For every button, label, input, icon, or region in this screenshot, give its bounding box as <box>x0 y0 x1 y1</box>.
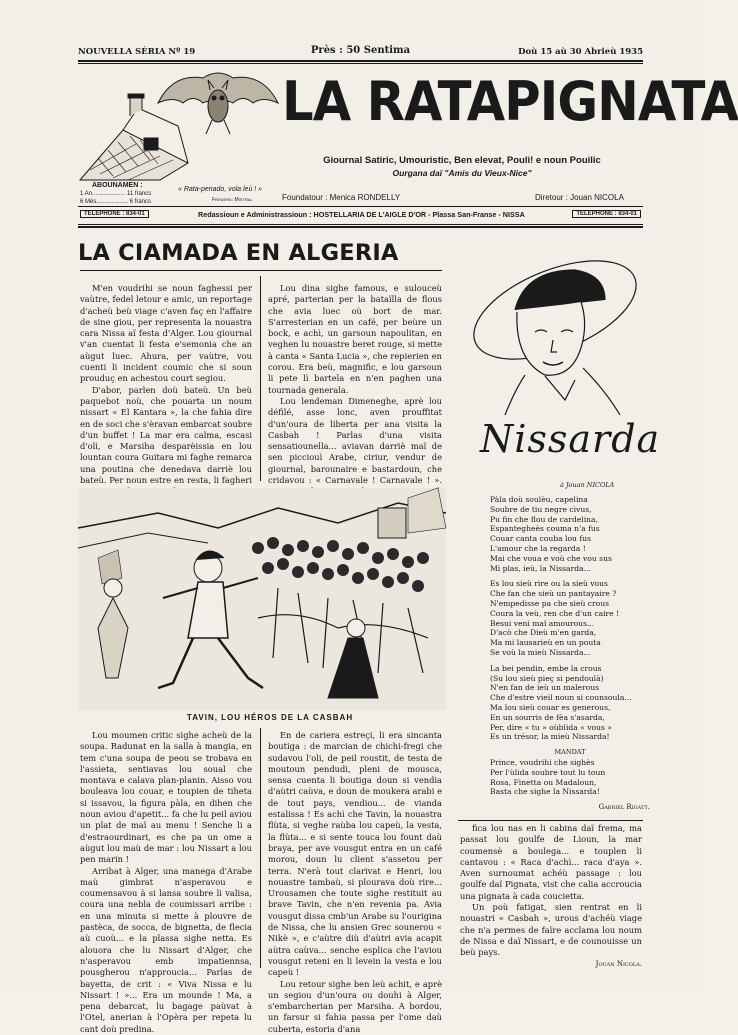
poem-line: Couar canta couba lou fus <box>490 534 591 544</box>
article-headline: LA CIAMADA EN ALGERIA <box>78 240 399 266</box>
article-column-5: fica lou nas en li cabina daï frema, ma passat lou goulfe de Lioun, la mar coumensè a boulega... e touplen li cantavou : « Raca d'achì... raca d'aya ». Aven surnoumat achéù passage : lou goulfe daï Pignata, vist che calia accroucia una pignata à cada coucietta. Un poù fatigat, sien rentrat en li nouastri « Casbah », urous d'achéù viage che n'a permes de faïre acclama lou noum de Nissa e daï Nissart, e de counouisse un beù pays. Jouan Nicola. <box>460 823 642 963</box>
phone-right: TELEPHONE : 834-01 <box>572 210 641 218</box>
poem-line: Che fan che sieù un pantayaire ? <box>490 589 617 599</box>
poem-envoi <box>490 758 650 797</box>
divider <box>78 60 643 62</box>
subscription-year: 1 An.................... 11 francs <box>80 191 152 197</box>
poem-line: Mi plas, ieù, la Nissarda... <box>490 563 591 573</box>
poem-line: Espantegheès couma n'a fus <box>490 524 600 534</box>
article-column-1: M'en voudrihi se noun faghessi per vaùtre, fedel letour e amic, un reportage d'acheù beù viage c'aven faç en l'affaire de sine giou, per representa la nouastra cara Nissa aï festa d'Alger. Lou giournal v'an cuentat li festa e'semonia che an aùgut luec. Ahura, per vaùtre, vou cuenti li incident coumic che si soun prouduç en achestou court segiou. D'abor, parlen doù bateù. Un beù paquebot noù, che pouarta un noum nissart « El Kantara », la che fahia dire en de soci che s'èravan embarcat soubre d'un buffet ! La mar era calma, escasi d'oli, e Marsiha desparèissia en lou lountan coura Guitara mi faghe remarca una poutina che denedava darriè lou bateù. Per noun estre en resta, li fagheri <box>80 283 252 486</box>
poem-envoi-title: MANDAT <box>554 748 586 757</box>
casbah-cartoon-illustration <box>78 488 446 710</box>
poem-line: Ma lou sieù couar es generous, <box>490 702 611 712</box>
director: Diretour : Jouan NICOLA <box>535 193 624 202</box>
divider <box>78 226 643 228</box>
poem-line: Pàla doù soulèu, capelina <box>490 495 588 504</box>
poem-body <box>490 495 650 813</box>
phone-left: TELEPHONE : 834-01 <box>80 210 149 218</box>
masthead-title: LA RATAPIGNATA <box>282 70 738 133</box>
divider <box>80 270 442 271</box>
masthead-subtitle: Giournal Satiric, Umouristic, Ben elevat, Pouli! e noun Pouilic <box>323 155 601 166</box>
series-number: NOUVELLA SÈRIA Nº 19 <box>78 47 196 57</box>
illustration-credit: à Jouan NICOLA <box>560 481 615 489</box>
poem-line: (Su lou sieù pieç si pendoulà) <box>490 673 604 683</box>
subscription-label: ABOUNAMEN : <box>92 182 143 189</box>
poem-line: Per l'ùlida soubre tout lu toun <box>490 767 606 777</box>
divider <box>78 63 643 64</box>
divider <box>78 224 643 225</box>
motto-author: Frederic Mistral <box>212 197 253 203</box>
poem-line: Ma mi lausarieù en un pouta <box>490 638 601 648</box>
redaction-address: Redassioun e Administrassioun : HOSTELLARIA DE L'AIGLE D'OR - Plassa San-Franse - NISSA <box>198 210 525 219</box>
price: Près : 50 Sentima <box>310 45 411 56</box>
poem-line: Es un trésor, la mieù Nissarda! <box>490 732 610 742</box>
poem-line: Besui veni maï amourous... <box>490 618 595 628</box>
poem-line: N'en fan de ieù un malerous <box>490 683 600 693</box>
poem-line: Es lou sieù rire ou la sieù vous <box>490 579 608 589</box>
bat-roof-illustration <box>78 68 278 183</box>
poem-line: Basta che sighe la Nissarda! <box>490 787 600 797</box>
poem-signature: Gabriel Rigatt. <box>598 803 650 812</box>
poem-line: Pu fin che flou de cardelina, <box>490 514 598 524</box>
poem-line: D'acò che Dieù m'en garda, <box>490 628 597 638</box>
article-column-2: Lou dina sighe famous, e sulouceù apré, parterian per la bataïlla de flous che avia luec où bort de mar. S'arresterian en un café, per beùre un bock, e achì, un garsoun napoulitan, en veghen lu nouastre beret rouge, si mette à canta « Santa Lucia », che repierien en corou. Era beù, magnific, e lou garsoun li pete lì bartela en n'en paghen una tournada generala. Lou lendeman Dimeneghe, aprè lou défilé, asse lonc, aven prouffitat d'un'oura de liberta per ana visita la Casbah ! Parlas d'una visita sensatiounella... aviavan darriè maï de sen picciouì Arabe, ciriur, vendur de giournal, barounaire e bastardoun, che cridavou : « Carnavale ! Carnavale ! ». <box>268 283 442 486</box>
poem-line: Rosa, Finetta ou Madaloun, <box>490 777 597 787</box>
issue-date: Doù 15 aù 30 Abrieù 1935 <box>518 47 643 57</box>
divider <box>458 820 643 821</box>
column-rule <box>260 728 261 968</box>
poem-line: En un sourris de fèa s'asarda, <box>490 712 605 722</box>
article-signature: Jouan Nicola. <box>595 959 642 968</box>
poem-line: N'empedisse pa che sieù crous <box>490 598 609 608</box>
nissarda-portrait-illustration <box>455 240 645 415</box>
poem-line: Che d'estre vieil noun si counsoula... <box>490 693 632 703</box>
poem-stanza-3 <box>490 664 650 742</box>
top-info-line <box>78 45 643 59</box>
cartoon-caption: TAVIN, LOU HÉROS DE LA CASBAH <box>186 713 354 722</box>
column-rule <box>260 276 261 481</box>
poem-title: Nissarda <box>480 417 661 461</box>
subscription-six-months: 6 Mès................... 6 francs <box>80 199 152 205</box>
poem-line: Soubre de tiu negre civus, <box>490 504 592 514</box>
poem-line: Prince, voudrihi che sighès <box>490 757 595 767</box>
masthead-organ: Ourgana daï "Amis du Vieux-Nice" <box>392 168 532 178</box>
poem-stanza-2 <box>490 579 650 657</box>
poem-line: La bei pendin, embe la crous <box>490 663 602 673</box>
article-column-4: En de cariera estreçi, li era sincanta boutiga : de marcian de chichi-fregi che sudavou l'oli, de peil roustit, de testa de moutoun pendudi, pleni de mousca, sensa cuenta li boutiga doun si vendia d'aùtri caùva, e doun de moukera arabi e de tout pays, vendiou... de vianda estalissa ! Es achì che Tavin, la nouastra flùta, si veghe raùba lou capeù, la vesta, la flùta... e si sente touca lou fount daù braya, per ave vousgut entra en un café morou, doun lu client s'assetou per terra. N'erà tout clarivat e Henri, lou nouastre tambaù, si plourava doù rire... Urousamen che toute sighe restituit au brave Tavin, che n'en revenia pa. Avia vousgut dissa cmb'un Arabe su l'ourigina de Nissa, che lu ansien Grec sounerou « Nikè », e c'aùtre diù d'aùtri avia acapit aùtra caùva... senche esplica che l'aviou vousgut reteni en li levein la vesta e lou capeù ! Lou retour sighe ben leù achit, e aprè un segiou d'un'oura ou douhi à Alger, s'embarcherian per Marsiha. A bordou, un farsur si fahia passa per l'ome daù cuberta, estoria d'ana <box>268 730 442 1034</box>
founder: Foundatour : Menica RONDELLY <box>282 193 401 202</box>
poem-stanza-1 <box>490 495 650 573</box>
poem-line: Coura la veù, ren che d'un caire ! <box>490 608 620 618</box>
poem-line: Mai che voua e voù che vou sus <box>490 553 612 563</box>
article-column-3: Lou moumen critic sighe acheù de la soupa. Radunat en la salla à mangia, en tem c'una soupa de peou se trobava en l'assieta, sentiavas lou soual che montava e calava plan-planin. Aisso vou bouleava lou couar, e toupien de tiheta si issavou, la figura pàla, en dihen che noun aviou d'apetit... fa che lu peil aviou un plat de maï au menu ! Senche li a d'estraourdinari, es che pa un ome a aùgut lou maù de mar : lou Nissart a lou pen marin ! Arribat à Alger, una manega d'Arabe maù gimbrat n'asperavou e coumensavou à si lansa soubre li valisa, coura una nebla de coumissari arribe : en una minuta si mette à plouvre de pastèca, de socca, de bignetta, de flecia aù cuoù... e la plassa sighe netta. Es alouora che lu Nissart d'Alger, che n'asperavou emb impatiennsa, pousgherou n'approucia... Parlas de bayetta, de crit : « Viva Nissa e lu Nissart ! »... Era un mounde ! Ma, a pena debarcat, lu bagage paùvat à l'Otel, anerian à l'Opèra per repeta lu cant doù predina. <box>80 730 252 1034</box>
motto: « Rata-penado, vola leù ! » <box>178 186 263 193</box>
poem-line: L'amour che la regarda ! <box>490 543 586 553</box>
info-bar <box>78 208 643 222</box>
divider <box>78 206 643 207</box>
poem-line: Per, dire « tu » oùblida « vous » <box>490 722 612 732</box>
poem-line: Se voù la mieù Nissarda... <box>490 647 591 657</box>
